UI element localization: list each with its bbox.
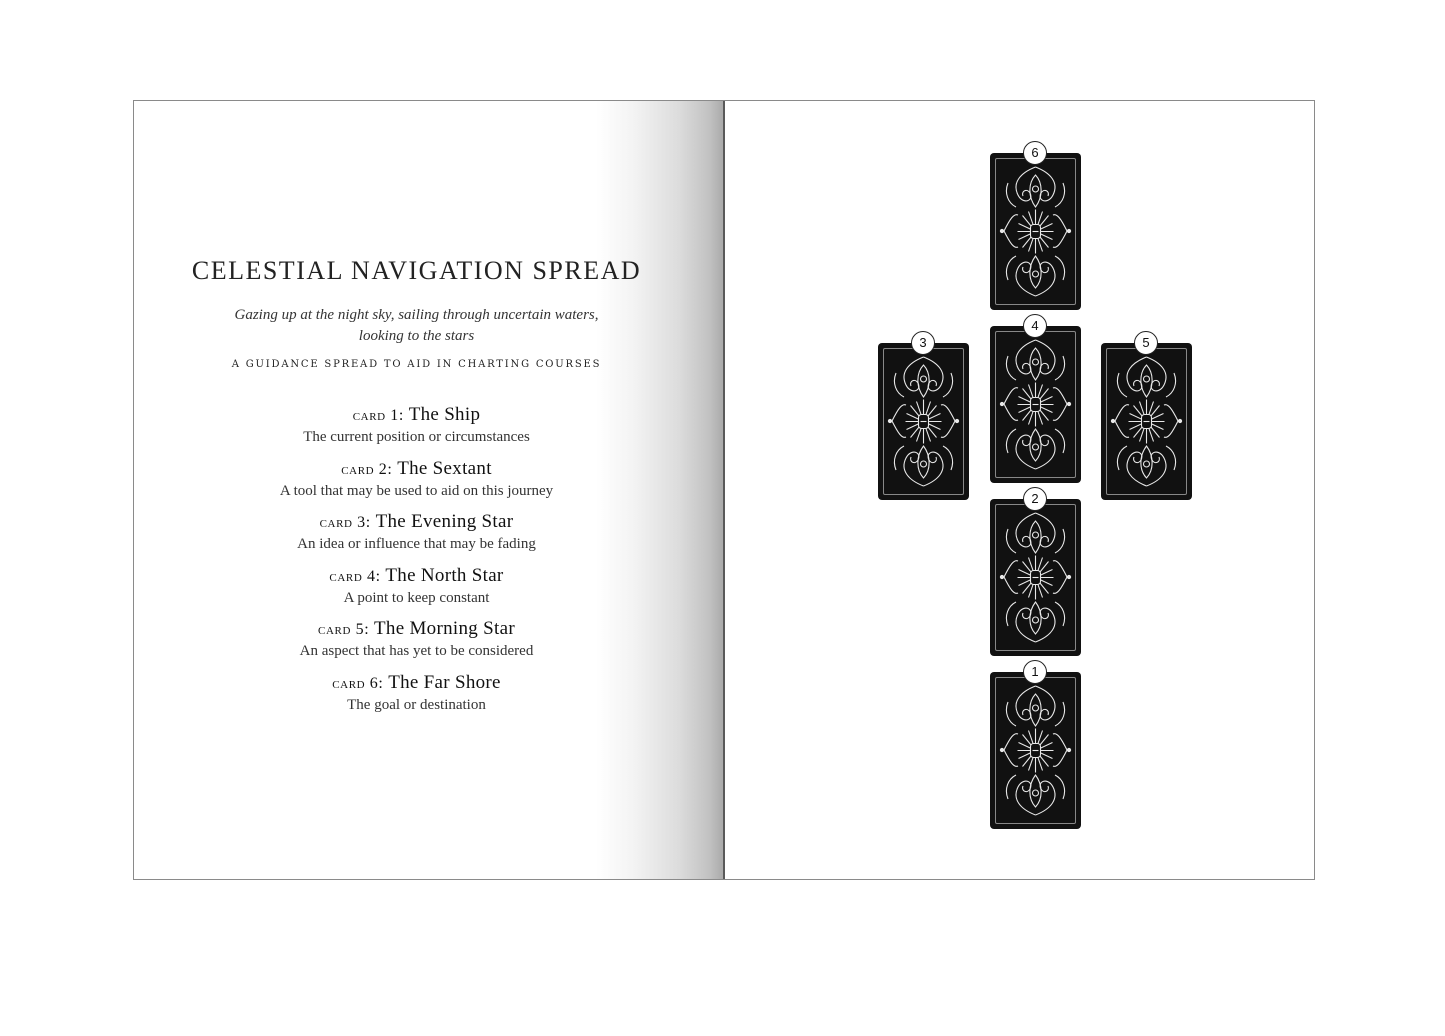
- subtitle-line-2: looking to the stars: [358, 328, 475, 344]
- tarot-card-4: [990, 326, 1081, 483]
- card-description: An idea or influence that may be fading: [297, 536, 536, 552]
- card-number-badge-4: 4: [1023, 314, 1047, 338]
- tarot-card-1: [990, 672, 1081, 829]
- card-description: The current position or circumstances: [303, 429, 530, 445]
- ornament-icon: [990, 326, 1081, 483]
- card-name: The Ship: [408, 404, 481, 425]
- page-title: CELESTIAL NAVIGATION SPREAD: [191, 256, 642, 285]
- card-name: The Evening Star: [375, 511, 514, 532]
- card-number-badge-1: 1: [1023, 660, 1047, 684]
- card-description: A tool that may be used to aid on this journey: [279, 482, 554, 499]
- tarot-card-6: [990, 153, 1081, 310]
- card-number-badge-3: 3: [911, 331, 935, 355]
- card-number-badge-2: 2: [1023, 487, 1047, 511]
- card-label: card 1:: [352, 407, 404, 424]
- card-entry-5: [134, 618, 699, 672]
- card-entry-3: [134, 511, 699, 565]
- ornament-icon: [990, 672, 1081, 829]
- card-label: card 6:: [332, 674, 384, 692]
- card-description: A point to keep constant: [343, 589, 490, 606]
- card-entry-4: [134, 565, 699, 619]
- card-description: The goal or destination: [347, 696, 486, 713]
- card-description: An aspect that has yet to be considered: [299, 643, 534, 659]
- card-label: card 2:: [341, 460, 393, 478]
- card-number-badge-6: 6: [1023, 141, 1047, 165]
- card-position-list: [134, 404, 699, 725]
- ornament-icon: [990, 499, 1081, 656]
- page-subtitle: [134, 305, 699, 347]
- card-name: The North Star: [385, 564, 504, 586]
- card-label: card 3:: [319, 514, 371, 531]
- card-entry-2: [134, 458, 699, 512]
- card-name: The Sextant: [397, 457, 492, 479]
- right-page: [725, 101, 1314, 879]
- book-spread: [133, 100, 1315, 880]
- card-label: card 4:: [329, 567, 381, 585]
- left-page: [134, 101, 724, 879]
- ornament-icon: [878, 343, 969, 500]
- card-name: The Far Shore: [388, 671, 501, 693]
- page-tagline: A GUIDANCE SPREAD TO AID IN CHARTING COURSES: [231, 359, 602, 370]
- card-entry-1: [134, 404, 699, 458]
- tarot-card-3: [878, 343, 969, 500]
- card-name: The Morning Star: [374, 618, 515, 639]
- ornament-icon: [990, 153, 1081, 310]
- tarot-card-5: [1101, 343, 1192, 500]
- card-number-badge-5: 5: [1134, 331, 1158, 355]
- card-entry-6: [134, 672, 699, 726]
- tarot-card-2: [990, 499, 1081, 656]
- card-label: card 5:: [318, 621, 370, 638]
- ornament-icon: [1101, 343, 1192, 500]
- subtitle-line-1: Gazing up at the night sky, sailing through uncertain waters,: [234, 307, 599, 323]
